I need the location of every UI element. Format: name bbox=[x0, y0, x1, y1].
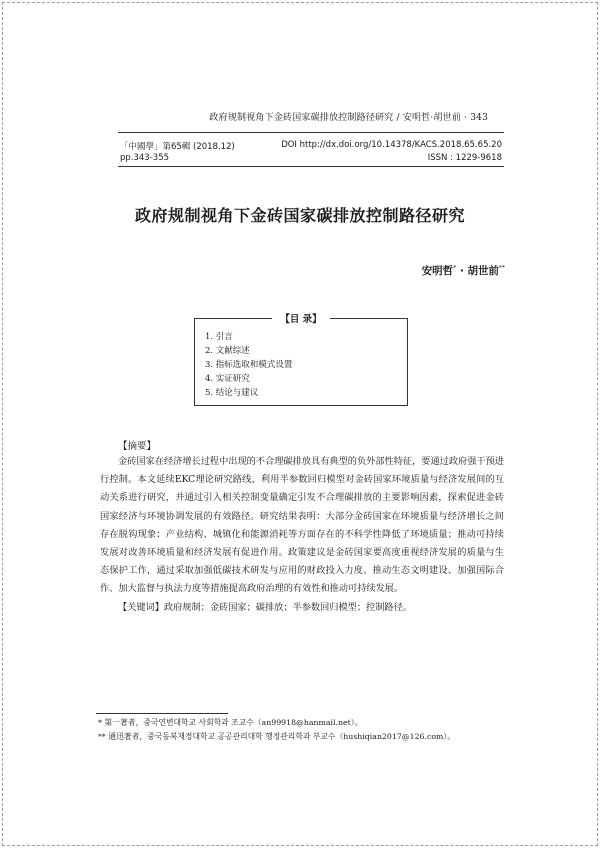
table-of-contents bbox=[194, 314, 408, 406]
abstract-text: 金砖国家在经济增长过程中出现的不合理碳排放具有典型的负外部性特征，要通过政府强干预进行控制。本文延续EKC理论研究路线，利用半参数回归模型对金砖国家环境质量与经济发展间的互动关系进行研究，并通过引入相关控制变量确定引发不合理碳排放的主要影响因素，探索促进金砖国家经济与环境协调发展的有效路径。研究结果表明：大部分金砖国家在环境质量与经济增长之间存在脱钩现象；产业结构、城镇化和能源消耗等方面存在的不科学性降低了环境质量；推动可持续发展对改善环境质量和经济发展有促进作用。政策建议是金砖国家要高度重视经济发展的质量与生态保护工作，通过采取加强低碳技术研发与应用的财政投入力度、推动生态文明建设、加强国际合作、加大监督与执法力度等措施提高政府治理的有效性和推动可持续发展。 bbox=[100, 456, 504, 595]
footnote-author-1: * 第一著者，중국연변대학교 사회학과 조교수（an99918@hanmail.net）。 bbox=[98, 718, 363, 727]
toc-item: 5. 结论与建议 bbox=[205, 388, 259, 398]
page-range: pp.343-355 bbox=[120, 153, 170, 163]
author-2: 胡世前 bbox=[467, 265, 499, 277]
authors bbox=[422, 263, 505, 278]
author-2-mark: ** bbox=[499, 264, 505, 272]
header-bottom-rule bbox=[118, 166, 504, 167]
author-separator: · bbox=[456, 265, 468, 277]
doi: DOI http://dx.doi.org/10.14378/KACS.2018.65.65.20 bbox=[281, 140, 502, 150]
issn: ISSN : 1229-9618 bbox=[427, 153, 502, 163]
toc-item: 2. 文献综述 bbox=[205, 346, 250, 356]
toc-item: 4. 实证研究 bbox=[205, 374, 250, 384]
header-top-rule bbox=[118, 132, 504, 133]
keywords: 【关键词】政府规制；金砖国家；碳排放；半参数回归模型；控制路径。 bbox=[118, 602, 412, 613]
toc-list bbox=[205, 330, 292, 400]
toc-heading: 【目 录】 bbox=[272, 314, 329, 325]
toc-item: 3. 指标选取和模式设置 bbox=[205, 360, 293, 370]
running-header: 政府规制视角下金砖国家碳排放控制路径研究 / 安明哲·胡世前 · 343 bbox=[209, 113, 488, 123]
journal-info: 「中國學」第65輯 (2018.12) bbox=[120, 142, 235, 152]
author-1: 安明哲 bbox=[421, 265, 454, 277]
footnote-author-2: ** 通迅著者，중국동북재경대학교 공공관리대학 행정관리학과 부교수（hushiqian2017@126.com）。 bbox=[98, 732, 456, 741]
author-1-mark: * bbox=[453, 264, 457, 272]
toc-item: 1. 引言 bbox=[205, 332, 233, 342]
paper-title: 政府规制视角下金砖国家碳排放控制路径研究 bbox=[134, 206, 465, 225]
abstract-heading: 【摘要】 bbox=[118, 441, 157, 452]
footnote-rule bbox=[96, 713, 228, 714]
